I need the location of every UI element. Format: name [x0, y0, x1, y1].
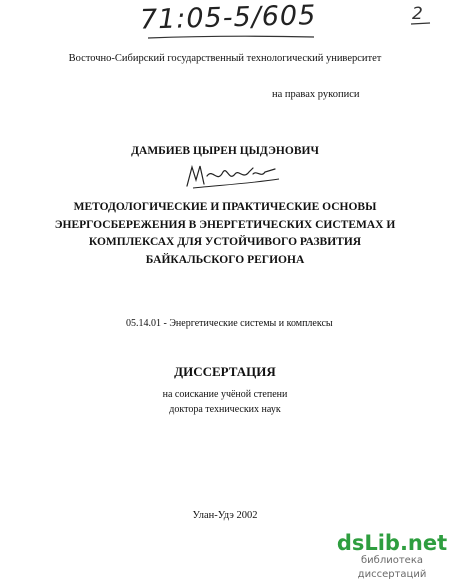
- svg-text:2: 2: [412, 4, 423, 24]
- handwritten-corner-mark: [408, 2, 436, 28]
- manuscript-rights-note: на правах рукописи: [272, 89, 360, 100]
- degree-line: доктора технических наук: [169, 404, 281, 415]
- title-line: КОМПЛЕКСАХ ДЛЯ УСТОЙЧИВОГО РАЗВИТИЯ: [88, 236, 362, 248]
- author-signature: [183, 160, 283, 192]
- specialty-code: 05.14.01 - Энергетические системы и комплексы: [126, 318, 333, 329]
- handwritten-underline: [146, 34, 316, 40]
- place-and-year: Улан-Удэ 2002: [192, 510, 258, 521]
- watermark-subtitle: библиотека диссертаций: [357, 555, 427, 580]
- degree-info: [0, 387, 450, 417]
- degree-line: на соискание учёной степени: [162, 389, 288, 400]
- title-line: МЕТОДОЛОГИЧЕСКИЕ И ПРАКТИЧЕСКИЕ ОСНОВЫ: [73, 201, 377, 213]
- university-name: Восточно-Сибирский государственный технологический университет: [68, 53, 382, 64]
- handwritten-archive-number: 71:05-5/605: [139, 0, 317, 36]
- title-line: ЭНЕРГОСБЕРЕЖЕНИЯ В ЭНЕРГЕТИЧЕСКИХ СИСТЕМАХ И: [54, 218, 396, 231]
- author-name: ДАМБИЕВ ЦЫРЕН ЦЫДЭНОВИЧ: [131, 145, 319, 157]
- title-line: БАЙКАЛЬСКОГО РЕГИОНА: [145, 253, 305, 266]
- dslib-watermark[interactable]: [334, 532, 450, 582]
- watermark-brand: dsLib.net: [336, 531, 448, 555]
- document-type: ДИССЕРТАЦИЯ: [174, 364, 276, 379]
- dissertation-title: [0, 199, 450, 269]
